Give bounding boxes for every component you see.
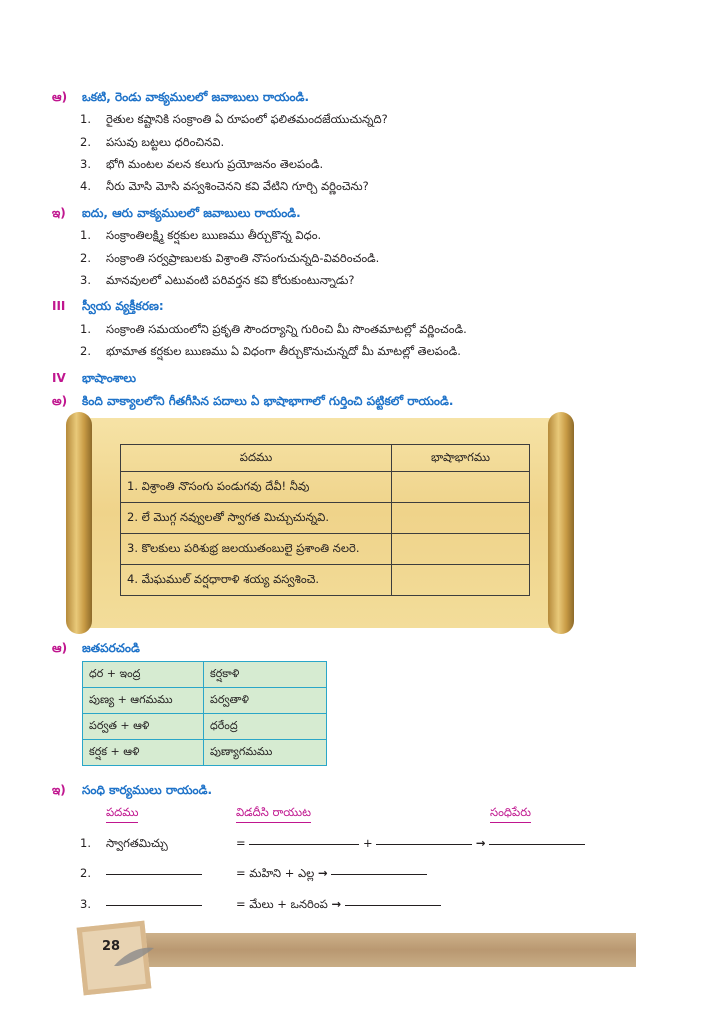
blank-line[interactable]: [376, 843, 472, 845]
sandhi-row: 3. = మేలు + ఒనరింప →: [80, 897, 441, 914]
page-number: 28: [102, 939, 121, 954]
table-row: పర్వత + ఆళి ధరేంద్ర: [83, 714, 327, 740]
parts-of-speech-table: [120, 444, 530, 596]
footer-band: [88, 933, 636, 967]
arrow-icon: →: [318, 866, 328, 880]
answer-cell[interactable]: [392, 565, 530, 596]
table-row: కర్షక + ఆళి పుణ్యాగమము: [83, 740, 327, 766]
table-row: 3. కొలకులు పరిశుభ్ర జలయుతంబులై ప్రశాంతి నలరె.: [121, 534, 530, 565]
blank-line[interactable]: [106, 873, 202, 875]
table-row: 1. విశ్రాంతి నొసంగు పండుగవు దేవీ! నీవు: [121, 472, 530, 503]
list-item: 1. రైతుల కష్టానికి సంక్రాంతి ఏ రూపంలో ఫలితమందజేయుచున్నది?: [80, 112, 388, 126]
arrow-icon: →: [475, 836, 486, 850]
answer-cell[interactable]: [392, 534, 530, 565]
section-aa-heading: ఆ) జతపరచండి: [52, 641, 140, 655]
list-item: 3. భోగి మంటల వలన కలుగు ప్రయోజనం తెలపండి.: [80, 157, 324, 171]
section-ii-heading: ఇ) సంధి కార్యములు రాయండి.: [52, 783, 213, 797]
sandhi-row: 1. స్వాగతమిచ్చు = + →: [80, 836, 585, 853]
table-header: భాషాభాగము: [392, 445, 530, 472]
blank-line[interactable]: [345, 904, 441, 906]
blank-line[interactable]: [331, 873, 427, 875]
section-e-heading: ఇ) ఐదు, ఆరు వాక్యములలో జవాబులు రాయండి.: [52, 206, 301, 220]
table-header: పదము: [121, 445, 392, 472]
list-item: 2. పసువు బట్టలు ధరించినవి.: [80, 135, 225, 149]
table-row: 4. మేఘముల్ వర్షధారాళి శయ్య వస్వశించె.: [121, 565, 530, 596]
scroll-roll-left: [66, 412, 92, 634]
list-item: 1. సంక్రాంతి సమయంలోని ప్రకృతి సౌందర్యాన్ని గురించి మీ సొంతమాటల్లో వర్ణించండి.: [80, 322, 467, 336]
section-letter: ఆ): [52, 90, 68, 104]
column-header-split: విడదీసి రాయుట: [236, 805, 311, 823]
match-table: [82, 661, 327, 766]
section-4a-heading: అ) కింది వాక్యాలలోని గీతగీసిన పదాలు ఏ భాషాభాగాలో గుర్తించి పట్టికలో రాయండి.: [52, 394, 454, 408]
column-header-word: పదము: [106, 805, 138, 823]
list-item: 1. సంక్రాంతిలక్ష్మి కర్షకుల ఋణము తీర్చుకొన్న విధం.: [80, 228, 322, 242]
section-3-heading: III స్వీయ వ్యక్తీకరణ:: [52, 299, 164, 313]
section-4-heading: IV భాషాంశాలు: [52, 371, 137, 385]
blank-line[interactable]: [106, 904, 202, 906]
table-row: పుణ్య + ఆగమము పర్వతాళి: [83, 688, 327, 714]
table-row: ధర + ఇంద్ర కర్షకాళి: [83, 662, 327, 688]
blank-line[interactable]: [489, 843, 585, 845]
blank-line[interactable]: [249, 843, 359, 845]
scroll-roll-right: [548, 412, 574, 634]
list-item: 2. సంక్రాంతి సర్వప్రాణులకు విశ్రాంతి నొసంగుచున్నది-వివరించండి.: [80, 251, 380, 265]
section-heading-text: ఒకటి, రెండు వాక్యములలో జవాబులు రాయండి.: [82, 90, 310, 104]
list-item: 2. భూమాత కర్షకుల ఋణము ఏ విధంగా తీర్చుకొనుచున్నదో మీ మాటల్లో తెలపండి.: [80, 344, 461, 358]
sandhi-row: 2. = మహిని + ఎల్ల →: [80, 866, 427, 883]
arrow-icon: →: [331, 897, 342, 911]
section-a-heading: [52, 90, 309, 107]
answer-cell[interactable]: [392, 503, 530, 534]
table-row: 2. లే మొగ్గ నవ్వులతో స్వాగత మిచ్చుచున్నవి.: [121, 503, 530, 534]
list-item: 3. మానవులలో ఎటువంటి పరివర్తన కవి కోరుకుంటున్నాడు?: [80, 273, 355, 287]
column-header-sandhi-name: సంధిపేరు: [490, 805, 531, 823]
list-item: 4. నీరు మోసి మోసి వస్వశించెనని కవి వేటిని గూర్చి వర్ణించెను?: [80, 179, 369, 193]
answer-cell[interactable]: [392, 472, 530, 503]
